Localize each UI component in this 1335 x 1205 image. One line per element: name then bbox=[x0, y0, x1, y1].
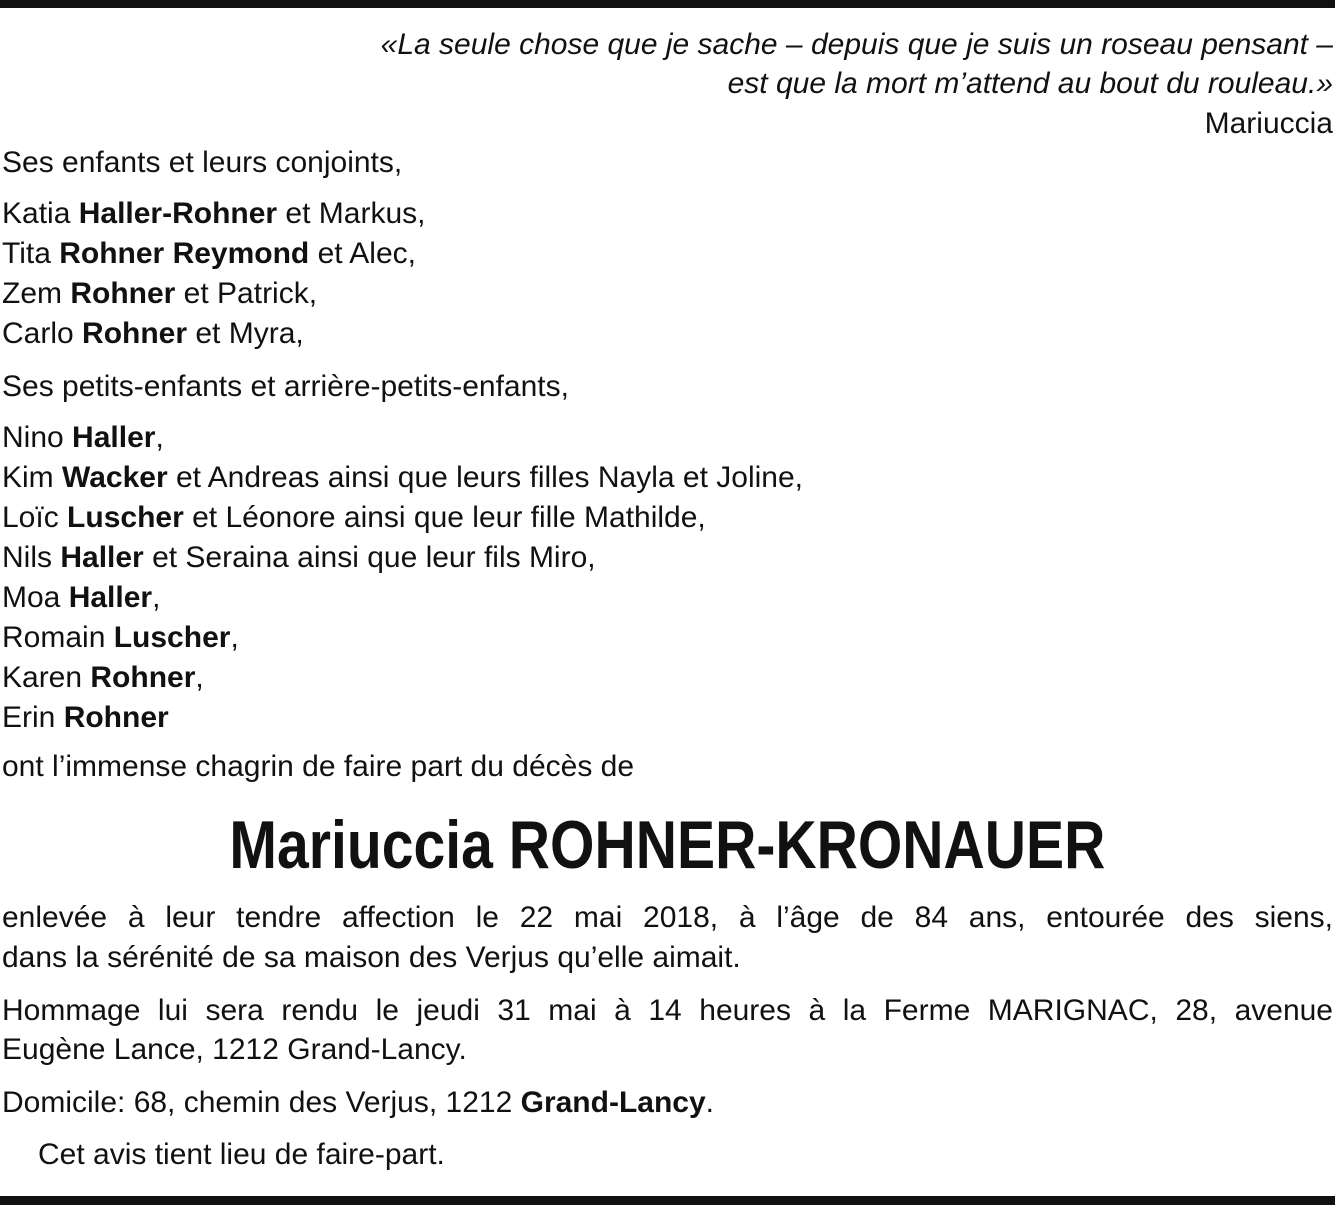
domicile-suffix: . bbox=[705, 1086, 714, 1119]
member-first: Karen bbox=[2, 661, 91, 694]
family-member bbox=[2, 538, 596, 578]
passing-line-1: enlevée à leur tendre affection le 22 mai 2018, à l’âge de 84 ans, entourée des siens, bbox=[2, 901, 1333, 934]
member-last-name: Rohner bbox=[82, 317, 188, 350]
member-last-name: Rohner bbox=[63, 701, 169, 734]
family-member bbox=[2, 458, 803, 498]
family-member bbox=[2, 274, 317, 314]
family-member bbox=[2, 578, 160, 618]
member-first: Loïc bbox=[2, 501, 68, 534]
family-member bbox=[2, 194, 425, 234]
member-first: Zem bbox=[2, 277, 71, 310]
family-member bbox=[2, 234, 416, 274]
member-rest: et Myra, bbox=[187, 317, 304, 350]
family-member bbox=[2, 618, 239, 658]
ceremony-line-1: Hommage lui sera rendu le jeudi 31 mai à 14 heures à la Ferme MARIGNAC, 28, avenue bbox=[2, 994, 1333, 1027]
member-last-name: Rohner bbox=[90, 661, 196, 694]
member-first: Nino bbox=[2, 421, 73, 454]
member-first: Moa bbox=[2, 581, 69, 614]
member-last-name: Luscher bbox=[67, 501, 184, 534]
family-member bbox=[2, 658, 204, 698]
member-first: Kim bbox=[2, 461, 62, 494]
member-first: Tita bbox=[2, 237, 60, 270]
member-last-name: Luscher bbox=[113, 621, 231, 654]
children-intro: Ses enfants et leurs conjoints, bbox=[2, 146, 403, 179]
family-member bbox=[2, 314, 304, 354]
member-rest: , bbox=[195, 661, 204, 694]
member-rest: et Seraina ainsi que leur fils Miro, bbox=[143, 541, 596, 574]
member-first: Romain bbox=[2, 621, 114, 654]
quote-line-1: «La seule chose que je sache – depuis que je suis un roseau pensant – bbox=[380, 28, 1333, 61]
member-rest: , bbox=[152, 581, 161, 614]
bottom-border bbox=[0, 1196, 1335, 1205]
member-last-name: Wacker bbox=[62, 461, 168, 494]
member-last-name: Haller bbox=[72, 421, 156, 454]
member-last-name: Haller-Rohner bbox=[78, 197, 278, 230]
ceremony-line-2: Eugène Lance, 1212 Grand-Lancy. bbox=[2, 1033, 467, 1066]
member-first: Erin bbox=[2, 701, 64, 734]
member-rest: , bbox=[230, 621, 239, 654]
member-rest: et Markus, bbox=[277, 197, 426, 230]
member-rest: et Andreas ainsi que leurs filles Nayla et Joline, bbox=[167, 461, 803, 494]
family-member bbox=[2, 418, 164, 458]
family-member bbox=[2, 498, 706, 538]
member-last-name: Rohner Reymond bbox=[59, 237, 310, 270]
member-last-name: Haller bbox=[60, 541, 144, 574]
domicile-prefix: Domicile: 68, chemin des Verjus, 1212 bbox=[2, 1086, 521, 1119]
member-rest: et Léonore ainsi que leur fille Mathilde, bbox=[183, 501, 706, 534]
member-rest: et Patrick, bbox=[175, 277, 318, 310]
passing-line-2: dans la sérénité de sa maison des Verjus qu’elle aimait. bbox=[2, 941, 741, 974]
member-last-name: Rohner bbox=[70, 277, 176, 310]
closing-note: Cet avis tient lieu de faire-part. bbox=[38, 1138, 445, 1171]
announcement: ont l’immense chagrin de faire part du décès de bbox=[2, 750, 635, 783]
quote-author: Mariuccia bbox=[1204, 107, 1333, 140]
domicile bbox=[2, 1083, 714, 1123]
grandchildren-intro: Ses petits-enfants et arrière-petits-enfants, bbox=[2, 370, 569, 403]
member-first: Katia bbox=[2, 197, 79, 230]
deceased-name: Mariuccia ROHNER-KRONAUER bbox=[229, 807, 1106, 883]
quote-line-2: est que la mort m’attend au bout du rouleau.» bbox=[727, 67, 1333, 100]
top-border bbox=[0, 0, 1335, 8]
member-first: Carlo bbox=[2, 317, 83, 350]
family-member bbox=[2, 698, 169, 738]
member-rest: et Alec, bbox=[309, 237, 416, 270]
member-last-name: Haller bbox=[68, 581, 153, 614]
domicile-city: Grand-Lancy bbox=[520, 1086, 706, 1119]
member-first: Nils bbox=[2, 541, 61, 574]
member-rest: , bbox=[155, 421, 164, 454]
deceased-name-block bbox=[0, 805, 1335, 899]
